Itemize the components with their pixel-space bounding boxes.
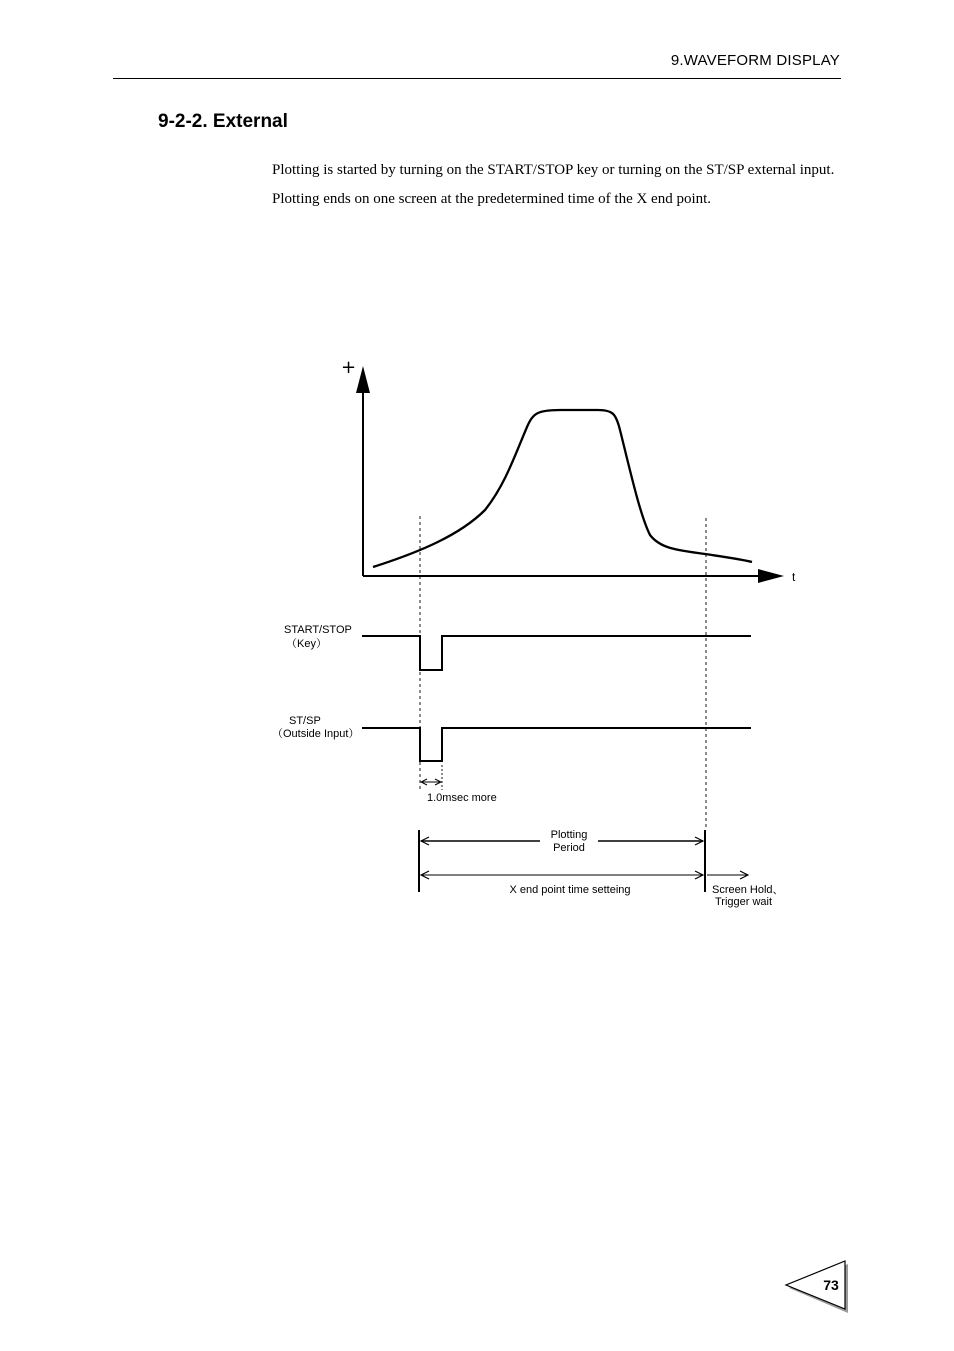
running-header: 9.WAVEFORM DISPLAY [670,52,840,69]
y-axis-sign: + [341,357,357,378]
x-axis-arrowhead [758,569,784,583]
paragraph-end: Plotting ends on one screen at the predetermined time of the X end point. [272,190,712,207]
signal-key-sublabel: （Key） [286,638,327,650]
signal-key-trace [362,636,751,670]
y-axis-arrowhead [356,366,370,393]
signal-key-label: START/STOP [284,624,352,636]
paragraph-start: Plotting is started by turning on the START/STOP key or turning on the ST/SP external input. [272,162,835,178]
page-number: 73 [823,1277,839,1293]
section-title: 9-2-2. External [158,111,288,132]
waveform-curve [373,410,752,567]
signal-external-label: ST/SP [289,715,321,727]
x-axis-label: t [792,570,796,584]
after-end-label: Screen Hold、 [712,884,784,896]
plotting-period-label: Plotting [550,829,588,841]
signal-external-trace [362,728,751,761]
x-end-setting-label: X end point time setteing [509,884,631,896]
signal-external-sublabel: （Outside Input） [272,728,360,740]
plotting-period-sublabel: Period [553,842,585,854]
after-end-sublabel: Trigger wait [715,896,773,908]
pulse-width-label: 1.0msec more [427,792,497,804]
